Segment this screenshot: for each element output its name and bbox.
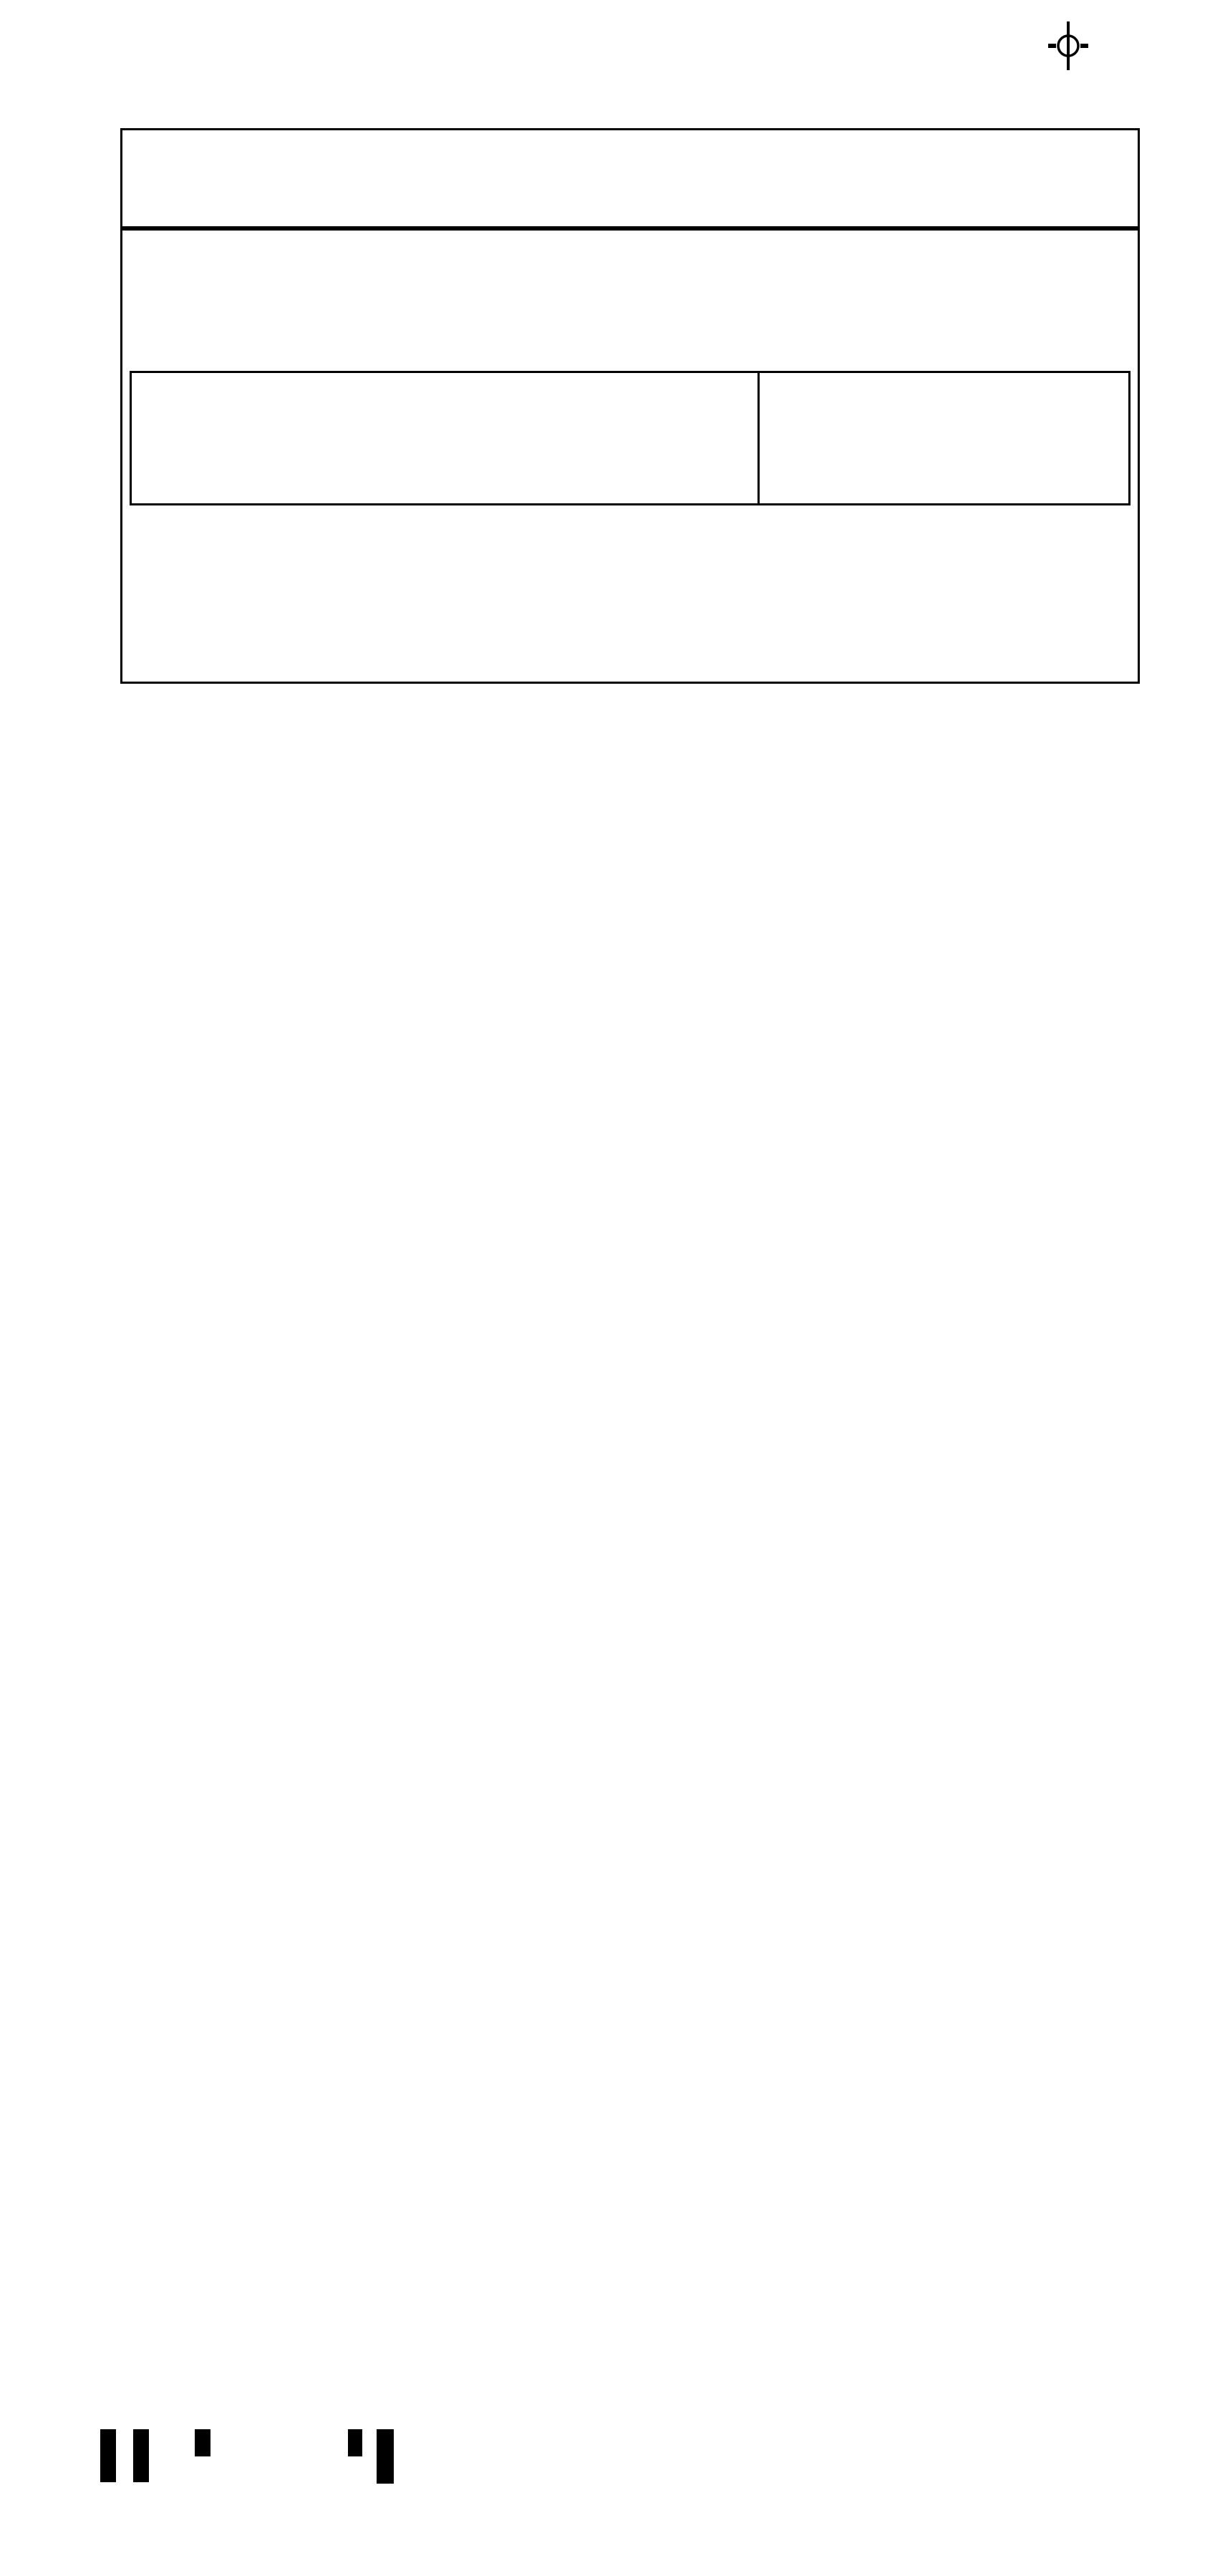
- ballot-id-bar: [195, 2429, 210, 2456]
- county-header-box: [120, 128, 1140, 228]
- ballot-id-bar: [100, 2429, 116, 2482]
- registration-crosshair-mark: [1044, 21, 1093, 70]
- warning-cell: [760, 373, 1128, 503]
- ballot-id-bar: [377, 2429, 394, 2484]
- ballot-id-bar: [133, 2429, 149, 2482]
- instructions-box: [130, 371, 1131, 505]
- ballot-title-box: [120, 228, 1140, 684]
- ballot-id-bar: [348, 2429, 362, 2456]
- to-vote-cell: [132, 373, 760, 503]
